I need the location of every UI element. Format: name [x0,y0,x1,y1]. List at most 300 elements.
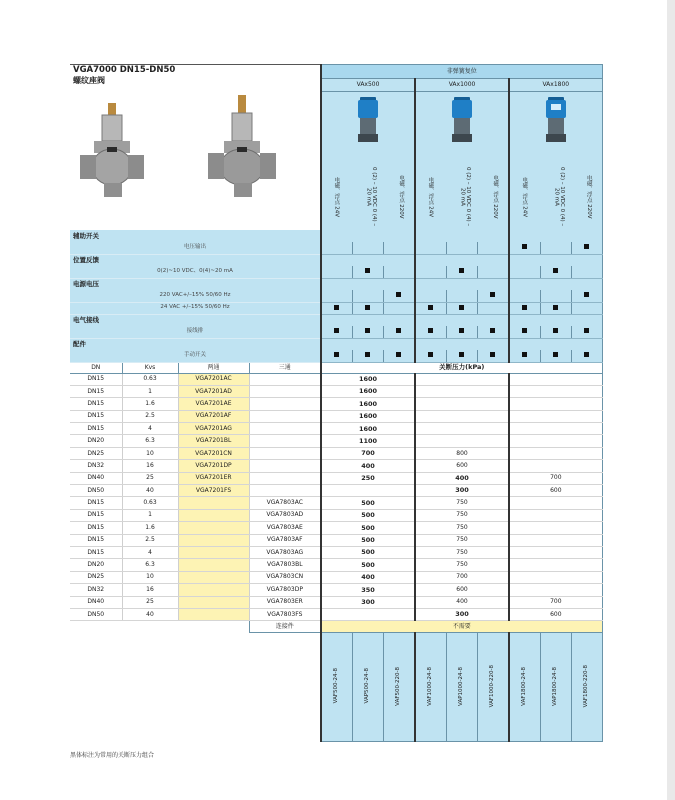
feature-section-title: 配件 [70,338,321,350]
dn-cell: DN25 [70,571,122,583]
two-way-model-cell: VGA7201AG [178,423,249,435]
feature-mark-cell [571,326,602,338]
three-way-model-cell: VGA7803FS [249,608,321,620]
pressure-vax1800-cell [509,571,602,583]
dn-cell: DN25 [70,447,122,459]
actuator-cell-vax500 [321,92,415,231]
pressure-vax1800-cell [509,398,602,410]
pressure-vax1000-cell [415,373,509,385]
kvs-cell: 6.3 [122,435,178,447]
signal-label: 0 (2) – 10 VDC 0 (4) – 20 mA [553,167,565,227]
feature-section-row [70,338,602,350]
dn-cell: DN15 [70,410,122,422]
three-way-model-cell: VGA7803AF [249,534,321,546]
kvs-cell: 25 [122,472,178,484]
feature-check-mark [553,305,558,310]
feature-check-mark [396,352,401,357]
pressure-vax500-cell: 400 [321,460,415,472]
feature-mark-cell [352,266,383,278]
feature-check-mark [522,328,527,333]
table-row [70,596,602,608]
column-header-row [70,362,602,373]
two-way-model-cell: VGA7201CN [178,447,249,459]
pressure-vax1000-cell: 800 [415,447,509,459]
feature-mark-cell [415,266,446,278]
model-code: VAF1000-220-8 [489,664,496,708]
dn-cell: DN15 [70,423,122,435]
product-table [70,64,602,742]
feature-check-mark [334,305,339,310]
dn-cell: DN40 [70,472,122,484]
pressure-vax1800-cell [509,410,602,422]
dn-cell: DN20 [70,559,122,571]
feature-mark-cell [446,290,477,302]
three-way-model-cell: VGA7803AD [249,509,321,521]
kvs-cell: 1.6 [122,398,178,410]
dn-cell: DN20 [70,435,122,447]
pressure-vax1000-cell: 600 [415,460,509,472]
actuator-cell-vax1800 [509,92,602,231]
table-row [70,571,602,583]
pressure-vax500-cell [321,485,415,497]
feature-label: 220 VAC+/–15% 50/60 Hz [70,290,321,302]
dn-cell: DN40 [70,596,122,608]
signal-label: 电磁、浮点 24V [521,176,528,217]
pressure-vax500-cell: 500 [321,522,415,534]
table-row [70,435,602,447]
table-row [70,385,602,397]
pressure-vax1800-cell [509,460,602,472]
feature-check-mark [459,352,464,357]
table-row [70,534,602,546]
two-way-model-cell: VGA7201BL [178,435,249,447]
dn-cell: DN32 [70,460,122,472]
feature-section-title: 位置反馈 [70,254,321,266]
non-spring-return-header: 非弹簧复位 [321,65,602,79]
kvs-cell: 6.3 [122,559,178,571]
feature-mark-cell [383,350,415,362]
pressure-vax1800-cell [509,373,602,385]
dn-cell: DN15 [70,385,122,397]
kvs-cell: 0.63 [122,497,178,509]
pressure-vax1800-cell: 600 [509,485,602,497]
pressure-vax1800-cell [509,546,602,558]
pressure-vax500-cell: 500 [321,509,415,521]
feature-mark-cell [383,266,415,278]
pressure-vax1800-cell: 700 [509,472,602,484]
three-way-model-cell [249,423,321,435]
product-rows [70,373,602,621]
feature-check-mark [365,268,370,273]
three-way-model-cell [249,447,321,459]
feature-check-mark [490,328,495,333]
feature-mark-cell [415,242,446,254]
feature-mark-cell [352,326,383,338]
signal-label: 0 (2) – 10 VDC 0 (4) – 20 mA [459,167,472,227]
feature-mark-cell [352,350,383,362]
pressure-vax1800-cell [509,534,602,546]
table-row [70,460,602,472]
dn-cell: DN15 [70,546,122,558]
feature-check-mark [584,292,589,297]
pressure-vax1800-cell [509,509,602,521]
feature-mark-cell [415,290,446,302]
feature-mark-cell [571,242,602,254]
model-code: VAP1000-24-8 [457,666,464,706]
pressure-vax500-cell: 1100 [321,435,415,447]
three-way-model-cell [249,485,321,497]
two-way-model-cell [178,546,249,558]
dn-cell: DN15 [70,398,122,410]
table-row [70,447,602,459]
kvs-cell: 25 [122,596,178,608]
pressure-vax500-cell: 500 [321,559,415,571]
table-row [70,559,602,571]
feature-mark-cell [540,302,571,314]
pressure-vax1800-cell [509,385,602,397]
feature-mark-cell [415,302,446,314]
pressure-vax1800-cell [509,447,602,459]
feature-check-mark [584,244,589,249]
two-way-model-cell: VGA7201AF [178,410,249,422]
pressure-vax1000-cell: 400 [415,596,509,608]
header-title-cell [70,65,321,231]
pressure-vax500-cell: 700 [321,447,415,459]
pressure-vax500-cell: 1600 [321,373,415,385]
two-way-model-cell [178,608,249,620]
pressure-vax1000-cell: 750 [415,497,509,509]
two-way-model-cell: VGA7201ER [178,472,249,484]
feature-mark-cell [446,326,477,338]
three-way-model-cell [249,472,321,484]
pressure-vax500-cell: 500 [321,534,415,546]
actuator-vax1800-image [542,96,570,148]
feature-mark-cell [540,242,571,254]
feature-label: 24 VAC +/–15% 50/60 Hz [70,302,321,314]
pressure-vax1000-cell: 300 [415,608,509,620]
feature-check-mark [334,328,339,333]
feature-mark-cell [321,266,352,278]
actuator-header-vax500: VAx500 [321,79,415,92]
feature-check-mark [522,244,527,249]
feature-mark-cell [446,242,477,254]
col-dn: DN [70,362,122,373]
pressure-vax1000-cell: 750 [415,522,509,534]
three-way-model-cell [249,435,321,447]
pressure-vax500-cell: 300 [321,596,415,608]
signal-label: 电磁、浮点 24V [427,176,434,217]
signal-label: 电磁、浮点 220V [585,175,592,219]
pressure-vax1000-cell: 750 [415,546,509,558]
feature-mark-cell [509,266,540,278]
feature-label: 手动开关 [70,350,321,362]
feature-check-mark [334,352,339,357]
feature-check-mark [365,305,370,310]
feature-row [70,350,602,362]
kvs-cell: 1 [122,385,178,397]
feature-mark-cell [321,302,352,314]
table-row [70,608,602,620]
table-row [70,373,602,385]
feature-mark-cell [477,242,509,254]
feature-label: 接线排 [70,326,321,338]
feature-mark-cell [509,242,540,254]
pressure-vax500-cell: 1600 [321,385,415,397]
dn-cell: DN15 [70,522,122,534]
feature-mark-cell [352,242,383,254]
pressure-vax1800-cell: 700 [509,596,602,608]
feature-mark-cell [446,266,477,278]
three-way-model-cell: VGA7803BL [249,559,321,571]
col-shutoff-pressure: 关断压力(kPa) [321,362,602,373]
two-way-model-cell [178,534,249,546]
pressure-vax500-cell: 1600 [321,410,415,422]
feature-mark-cell [383,242,415,254]
feature-mark-cell [540,350,571,362]
feature-mark-cell [415,350,446,362]
feature-mark-cell [509,290,540,302]
product-model-title: VGA7000 DN15-DN50 [73,65,176,75]
footnote: 黑体标注为常用的关断压力组合 [70,752,155,759]
feature-row [70,326,602,338]
kvs-cell: 4 [122,546,178,558]
feature-check-mark [522,352,527,357]
feature-check-mark [584,328,589,333]
kvs-cell: 10 [122,447,178,459]
feature-row [70,302,602,314]
feature-mark-cell [571,350,602,362]
three-way-model-cell: VGA7803CN [249,571,321,583]
feature-mark-cell [383,326,415,338]
three-way-model-cell: VGA7803DP [249,584,321,596]
feature-check-mark [396,292,401,297]
feature-mark-cell [571,290,602,302]
pressure-vax1000-cell: 750 [415,559,509,571]
table-row [70,485,602,497]
feature-check-mark [428,328,433,333]
col-three-way: 三通 [249,362,321,373]
feature-section-title: 辅助开关 [70,230,321,242]
two-way-model-cell [178,497,249,509]
pressure-vax500-cell: 350 [321,584,415,596]
feature-check-mark [584,352,589,357]
feature-section-row [70,278,602,290]
product-type-title: 螺纹座阀 [73,75,105,85]
feature-mark-cell [509,302,540,314]
col-kvs: Kvs [122,362,178,373]
two-way-model-cell [178,571,249,583]
three-way-model-cell [249,373,321,385]
feature-section-row [70,314,602,326]
pressure-vax500-cell [321,608,415,620]
dn-cell: DN50 [70,485,122,497]
kvs-cell: 4 [122,423,178,435]
two-way-model-cell [178,522,249,534]
pressure-vax1000-cell [415,423,509,435]
feature-section-row [70,254,602,266]
two-way-model-cell: VGA7201AD [178,385,249,397]
pressure-vax1800-cell [509,497,602,509]
feature-check-mark [396,328,401,333]
feature-mark-cell [571,302,602,314]
feature-mark-cell [321,290,352,302]
pressure-vax1800-cell [509,559,602,571]
pressure-vax500-cell: 400 [321,571,415,583]
connector-row [70,621,602,633]
page-edge [667,0,675,800]
feature-mark-cell [477,290,509,302]
feature-section-title: 电气接线 [70,314,321,326]
feature-row [70,266,602,278]
model-code: VAF500-24-8 [333,668,340,704]
three-way-model-cell: VGA7803AC [249,497,321,509]
three-way-model-cell [249,385,321,397]
feature-row [70,242,602,254]
actuator-cell-vax1000 [415,92,509,231]
feature-mark-cell [477,302,509,314]
feature-check-mark [490,292,495,297]
dn-cell: DN15 [70,373,122,385]
feature-mark-cell [540,290,571,302]
two-way-model-cell: VGA7201AC [178,373,249,385]
three-way-model-cell: VGA7803AG [249,546,321,558]
feature-check-mark [459,305,464,310]
kvs-cell: 16 [122,584,178,596]
pressure-vax1800-cell [509,584,602,596]
signal-label: 电磁、浮点 24V [333,176,340,217]
table-row [70,522,602,534]
two-way-model-cell: VGA7201DP [178,460,249,472]
three-way-model-cell: VGA7803AE [249,522,321,534]
three-way-model-cell: VGA7803ER [249,596,321,608]
signal-label: 0 (2) – 10 VDC 0 (4) – 20 mA [365,167,378,227]
three-way-model-cell [249,410,321,422]
three-way-model-cell [249,398,321,410]
pressure-vax1000-cell: 750 [415,509,509,521]
connector-value: 不需要 [321,621,602,633]
pressure-vax1000-cell: 300 [415,485,509,497]
table-row [70,584,602,596]
feature-check-mark [553,268,558,273]
three-way-valve-image [208,95,276,197]
feature-mark-cell [477,266,509,278]
dn-cell: DN15 [70,509,122,521]
table-row [70,472,602,484]
feature-check-mark [522,305,527,310]
feature-check-mark [365,328,370,333]
three-way-model-cell [249,460,321,472]
model-code-row [70,633,602,742]
kvs-cell: 2.5 [122,534,178,546]
kvs-cell: 40 [122,608,178,620]
two-way-valve-image [80,103,144,197]
table-row [70,410,602,422]
kvs-cell: 10 [122,571,178,583]
feature-mark-cell [415,326,446,338]
pressure-vax1000-cell: 600 [415,584,509,596]
pressure-vax1800-cell [509,423,602,435]
feature-label: 0(2)~10 VDC、0(4)~20 mA [70,266,321,278]
table-row [70,546,602,558]
feature-mark-cell [571,266,602,278]
pressure-vax500-cell: 500 [321,546,415,558]
kvs-cell: 40 [122,485,178,497]
feature-mark-cell [477,326,509,338]
pressure-vax500-cell: 1600 [321,398,415,410]
feature-mark-cell [446,302,477,314]
kvs-cell: 1 [122,509,178,521]
two-way-model-cell [178,559,249,571]
model-code: VAF1800-24-8 [521,666,528,706]
feature-mark-cell [540,326,571,338]
feature-rows [70,230,602,362]
feature-mark-cell [383,302,415,314]
pressure-vax1000-cell: 750 [415,534,509,546]
two-way-model-cell: VGA7201FS [178,485,249,497]
actuator-header-vax1800: VAx1800 [509,79,602,92]
feature-mark-cell [509,326,540,338]
pressure-vax1800-cell [509,522,602,534]
pressure-vax1000-cell [415,410,509,422]
table-row [70,398,602,410]
valve-images [80,95,321,215]
feature-check-mark [553,352,558,357]
table-row [70,423,602,435]
kvs-cell: 2.5 [122,410,178,422]
two-way-model-cell [178,584,249,596]
feature-section-row [70,230,602,242]
signal-label: 电磁、浮点 220V [398,175,405,219]
pressure-vax1800-cell: 600 [509,608,602,620]
model-code: VAP1800-24-8 [551,666,558,706]
selection-table [70,64,603,742]
feature-mark-cell [446,350,477,362]
pressure-vax500-cell: 1600 [321,423,415,435]
dn-cell: DN15 [70,534,122,546]
feature-mark-cell [509,350,540,362]
feature-check-mark [553,328,558,333]
two-way-model-cell [178,596,249,608]
model-code: VAF500-220-8 [395,666,402,706]
pressure-vax1000-cell: 400 [415,472,509,484]
col-two-way: 两通 [178,362,249,373]
dn-cell: DN32 [70,584,122,596]
table-row [70,497,602,509]
pressure-vax1000-cell [415,385,509,397]
pressure-vax1800-cell [509,435,602,447]
pressure-vax1000-cell: 700 [415,571,509,583]
feature-check-mark [459,268,464,273]
feature-mark-cell [352,290,383,302]
feature-row [70,290,602,302]
kvs-cell: 1.6 [122,522,178,534]
feature-mark-cell [383,290,415,302]
pressure-vax500-cell: 500 [321,497,415,509]
feature-mark-cell [540,266,571,278]
table-row [70,509,602,521]
kvs-cell: 0.63 [122,373,178,385]
feature-mark-cell [321,326,352,338]
model-code: VAF1000-24-8 [427,666,434,706]
feature-check-mark [365,352,370,357]
feature-mark-cell [352,302,383,314]
two-way-model-cell: VGA7201AE [178,398,249,410]
feature-mark-cell [321,350,352,362]
model-code: VAF1800-220-8 [582,664,589,708]
feature-check-mark [428,352,433,357]
actuator-vax500-image [354,96,382,148]
pressure-vax1000-cell [415,435,509,447]
